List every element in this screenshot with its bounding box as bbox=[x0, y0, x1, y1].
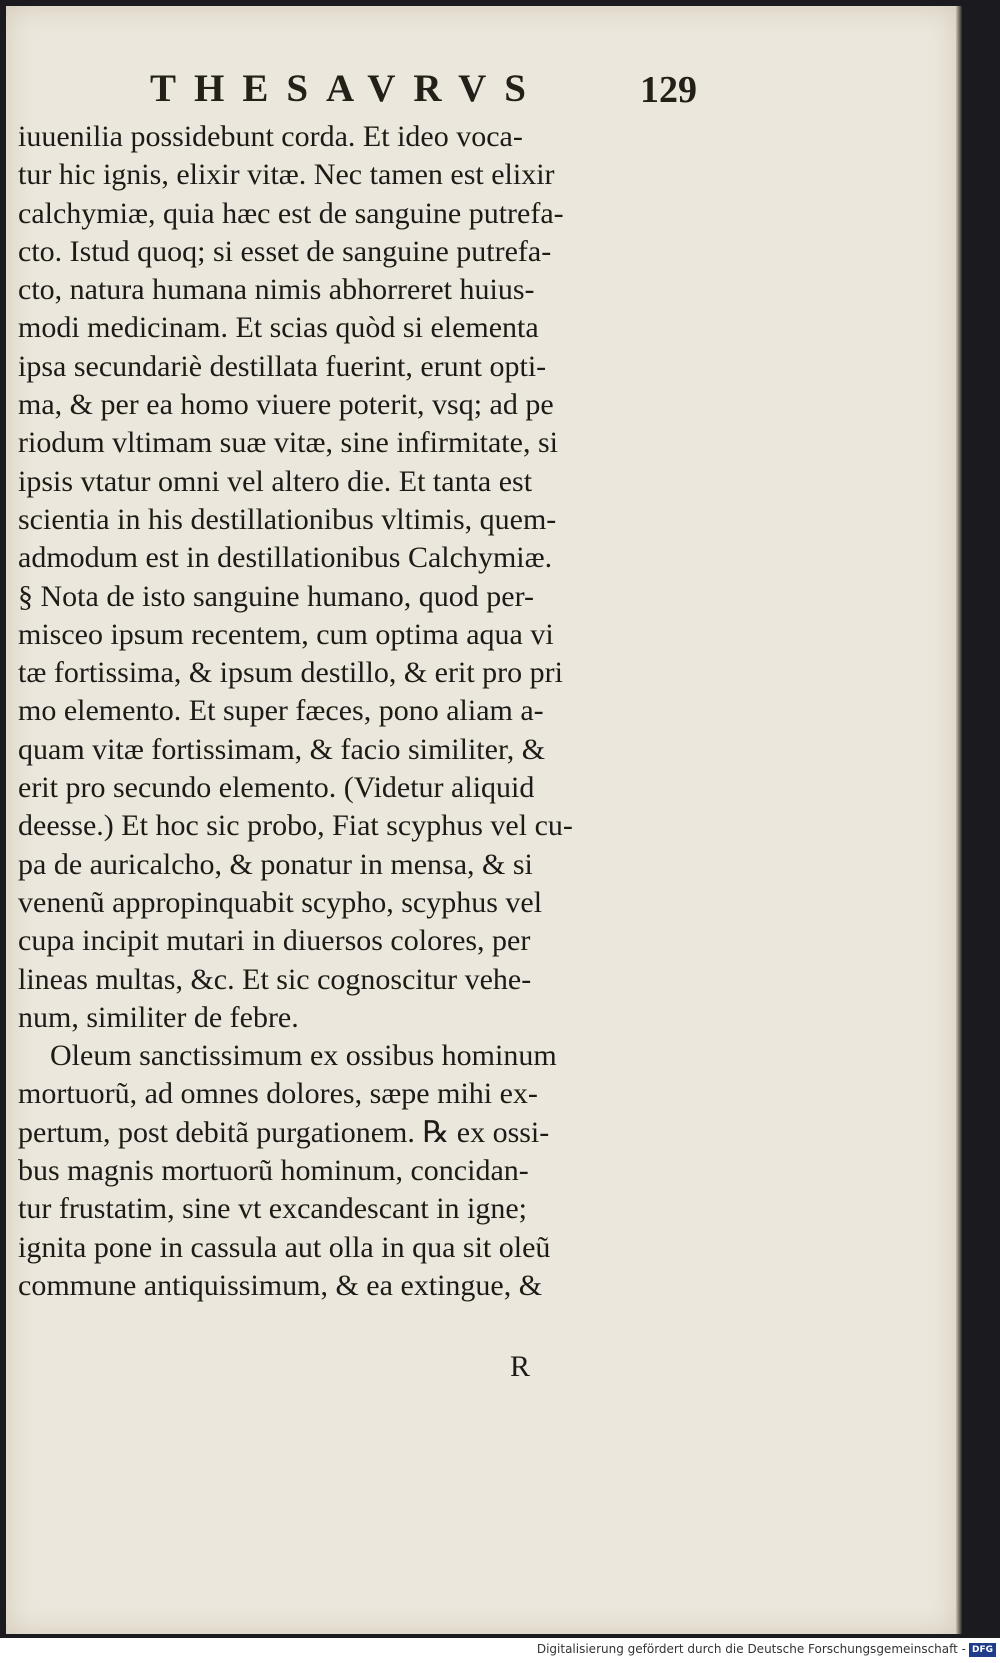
page-number: 129 bbox=[640, 69, 697, 111]
text-line: mo elemento. Et super fæces, pono aliam a- bbox=[18, 694, 544, 728]
text-line: venenũ appropinquabit scypho, scyphus vel bbox=[18, 885, 543, 919]
running-title: THESAVRVS bbox=[150, 67, 545, 110]
text-line: modi medicinam. Et scias quòd si elementa bbox=[18, 311, 539, 345]
text-line: calchymiæ, quia hæc est de sanguine putrefa- bbox=[18, 196, 564, 230]
running-head bbox=[150, 66, 720, 116]
body-text bbox=[18, 118, 683, 1305]
text-line: misceo ipsum recentem, cum optima aqua vi bbox=[18, 617, 554, 651]
text-line: § Nota de isto sanguine humano, quod per- bbox=[18, 579, 534, 613]
text-line: ignita pone in cassula aut olla in qua sit oleũ bbox=[18, 1230, 551, 1264]
text-line: mortuorũ, ad omnes dolores, sæpe mihi ex- bbox=[18, 1077, 538, 1111]
text-line: scientia in his destillationibus vltimis, quem- bbox=[18, 502, 557, 536]
text-line: tur hic ignis, elixir vitæ. Nec tamen est elixir bbox=[18, 158, 555, 192]
text-line: commune antiquissimum, & ea extingue, & bbox=[18, 1268, 543, 1302]
text-line: ipsa secundariè destillata fuerint, erunt opti- bbox=[18, 349, 547, 383]
page-edge bbox=[956, 6, 962, 1634]
text-line: num, similiter de febre. bbox=[18, 1000, 299, 1034]
text-line: admodum est in destillationibus Calchymiæ. bbox=[18, 541, 553, 575]
catchword: R bbox=[510, 1350, 531, 1383]
text-line: ma, & per ea homo viuere poterit, vsq; ad pe bbox=[18, 388, 554, 422]
dfg-logo-icon: DFG bbox=[969, 1643, 996, 1657]
text-line: pertum, post debitã purgationem. ℞ ex ossi- bbox=[18, 1115, 550, 1149]
text-line: tæ fortissima, & ipsum destillo, & erit pro pri bbox=[18, 656, 563, 690]
text-line: tur frustatim, sine vt excandescant in igne; bbox=[18, 1192, 528, 1226]
funding-credit: Digitalisierung gefördert durch die Deutsche Forschungsgemeinschaft - bbox=[536, 1642, 966, 1656]
text-line: ipsis vtatur omni vel altero die. Et tanta est bbox=[18, 464, 533, 498]
text-line: cto, natura humana nimis abhorreret huius- bbox=[18, 273, 535, 307]
text-line: deesse.) Et hoc sic probo, Fiat scyphus vel cu- bbox=[18, 809, 573, 843]
text-line: cupa incipit mutari in diuersos colores, per bbox=[18, 924, 531, 958]
text-line: iuuenilia possidebunt corda. Et ideo voca- bbox=[18, 120, 523, 153]
text-line: erit pro secundo elemento. (Videtur aliquid bbox=[18, 771, 535, 805]
text-line: cto. Istud quoq; si esset de sanguine putrefa- bbox=[18, 234, 552, 268]
footer-bar bbox=[0, 1638, 1000, 1663]
text-line: bus magnis mortuorũ hominum, concidan- bbox=[18, 1154, 529, 1188]
text-line: lineas multas, &c. Et sic cognoscitur vehe- bbox=[18, 962, 532, 996]
text-line: pa de auricalcho, & ponatur in mensa, & si bbox=[18, 847, 533, 881]
paragraph-start-line: Oleum sanctissimum ex ossibus hominum bbox=[50, 1039, 557, 1073]
text-line: riodum vltimam suæ vitæ, sine infirmitate, si bbox=[18, 426, 558, 460]
text-line: quam vitæ fortissimam, & facio similiter, & bbox=[18, 732, 546, 766]
